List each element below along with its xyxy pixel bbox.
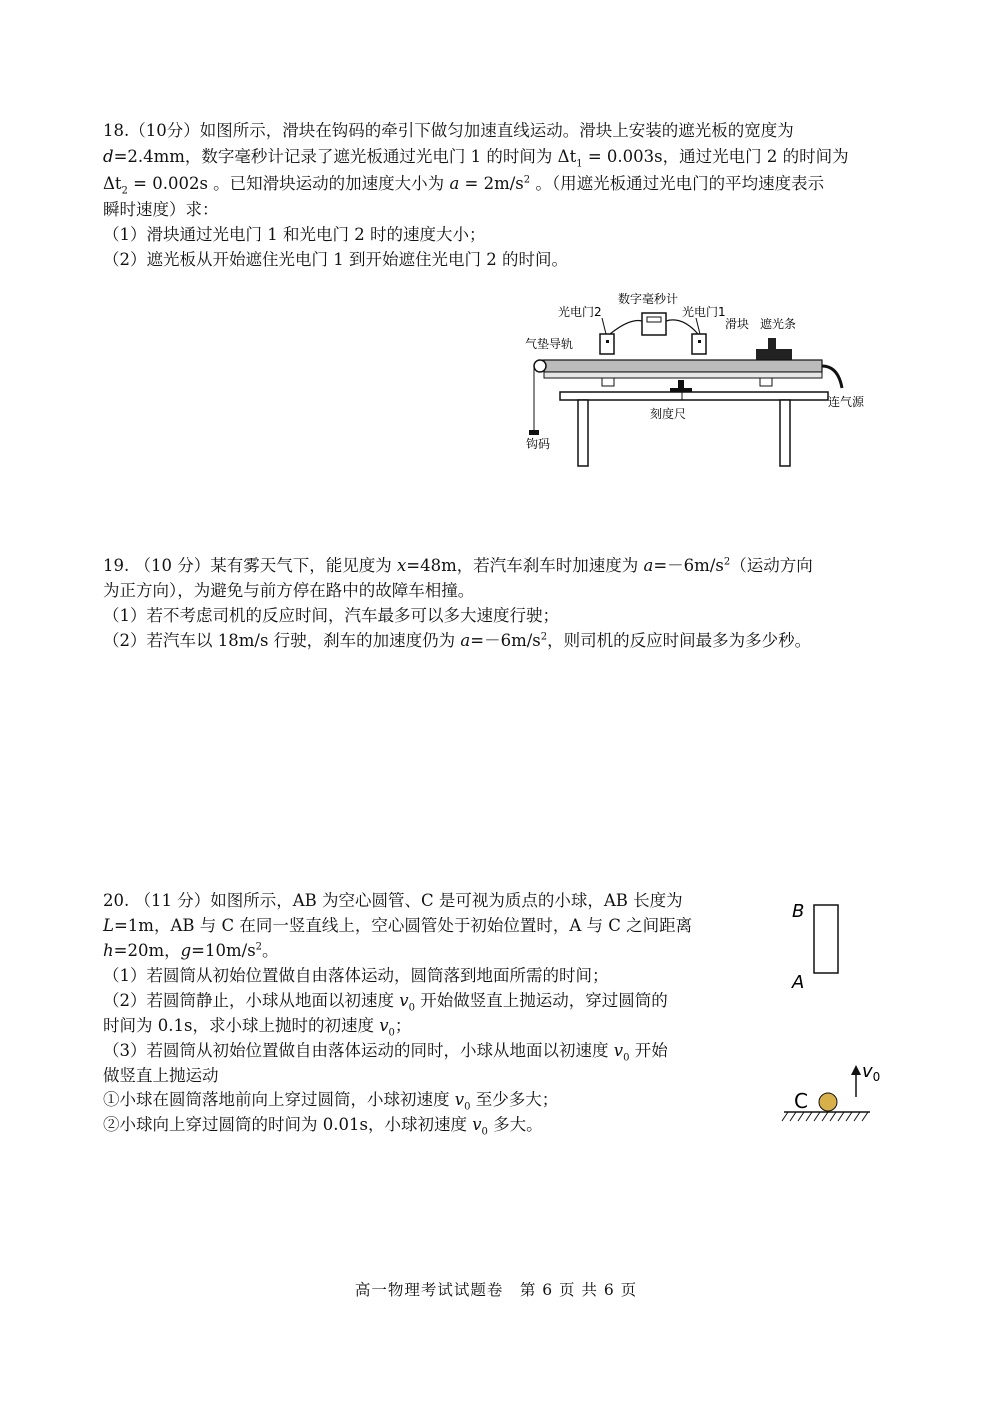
q18-line-1: 18.（10分）如图所示，滑块在钩码的牵引下做匀加速直线运动。滑块上安装的遮光板的宽度为 [103,121,794,140]
gate-2 [600,334,614,354]
timer-box [642,313,666,335]
table-top [560,392,828,400]
gate1-label: 光电门1 [682,305,726,319]
q20-line-2: L=1m，AB 与 C 在同一竖直线上，空心圆管处于初始位置时，A 与 C 之间距离 [103,916,693,935]
gate2-label: 光电门2 [558,305,602,319]
q18-part-2: （2）遮光板从开始遮住光电门 1 到开始遮住光电门 2 的时间。 [103,250,568,269]
weight-label: 钩码 [526,437,551,451]
pulley [534,360,546,372]
q20-part-3-cont: 做竖直上抛运动 [103,1066,219,1085]
q18-line-4: 瞬时速度）求： [103,200,219,219]
page-footer: 高一物理考试试题卷 第 6 页 共 6 页 [354,1281,638,1299]
rail-label: 气垫导轨 [525,337,574,351]
label-C: C [794,1089,808,1113]
gate-1 [692,334,706,354]
q18-line-2: d=2.4mm，数字毫秒计记录了遮光板通过光电门 1 的时间为 $\Delta t_1 = 0.003s$，通过光电门 2 的时间为 [103,147,849,170]
label-A: A [792,972,805,993]
q20-part-3: （3）若圆筒从初始位置做自由落体运动的同时，小球从地面以初速度 $v_0$ 开始 [103,1041,668,1064]
q19-line-2: 为正方向），为避免与前方停在路中的故障车相撞。 [103,581,475,600]
v0-label: $v_0$ [862,1061,881,1084]
timer-label: 数字毫秒计 [618,292,679,306]
slider-label: 滑块 [725,317,750,331]
q20-line-1: 20. （11 分）如图所示，AB 为空心圆管、C 是可视为质点的小球，AB 长度为 [103,891,683,910]
hollow-tube [814,905,838,973]
q20-part-2: （2）若圆筒静止，小球从地面以初速度 $v_0$ 开始做竖直上抛运动，穿过圆筒的 [103,991,668,1014]
ball-C [819,1093,837,1111]
air-track-figure [520,288,890,473]
q20-line-3: h=20m，$g=10m/s^2$。 [103,941,279,960]
q18-part-1: （1）滑块通过光电门 1 和光电门 2 时的速度大小； [103,225,486,244]
label-B: B [792,901,805,922]
q20-sub-2: ②小球向上穿过圆筒的时间为 0.01s，小球初速度 $v_0$ 多大。 [103,1115,543,1138]
air-label: 连气源 [828,395,865,409]
q20-sub-1: ①小球在圆筒落地前向上穿过圆筒，小球初速度 $v_0$ 至少多大； [103,1090,559,1113]
q18-line-3: $\Delta t_2 = 0.002s$ 。已知滑块运动的加速度大小为 $a = 2m/s^2$ 。（用遮光板通过光电门的平均速度表示 [103,174,825,197]
hook-weight [529,430,539,435]
q20-part-2-cont: 时间为 0.1s，求小球上抛时的初速度 $v_0$； [103,1016,412,1039]
tube-figure [788,895,848,995]
strip-label: 遮光条 [760,317,797,331]
q19-line-1: 19. （10 分）某有雾天气下，能见度为 x=48m，若汽车刹车时加速度为 $a=-6m/s^2$（运动方向 [103,556,813,575]
q19-part-2: （2）若汽车以 18m/s 行驶，刹车的加速度仍为 $a=-6m/s^2$，则司机的反应时间最多为多少秒。 [103,631,812,650]
ruler-label: 刻度尺 [650,407,687,421]
q20-part-1: （1）若圆筒从初始位置做自由落体运动，圆筒落到地面所需的时间； [103,966,609,985]
air-rail [544,360,822,372]
shading-strip [768,338,776,350]
ball-figure [778,1055,888,1130]
q19-part-1: （1）若不考虑司机的反应时间，汽车最多可以多大速度行驶； [103,606,559,625]
